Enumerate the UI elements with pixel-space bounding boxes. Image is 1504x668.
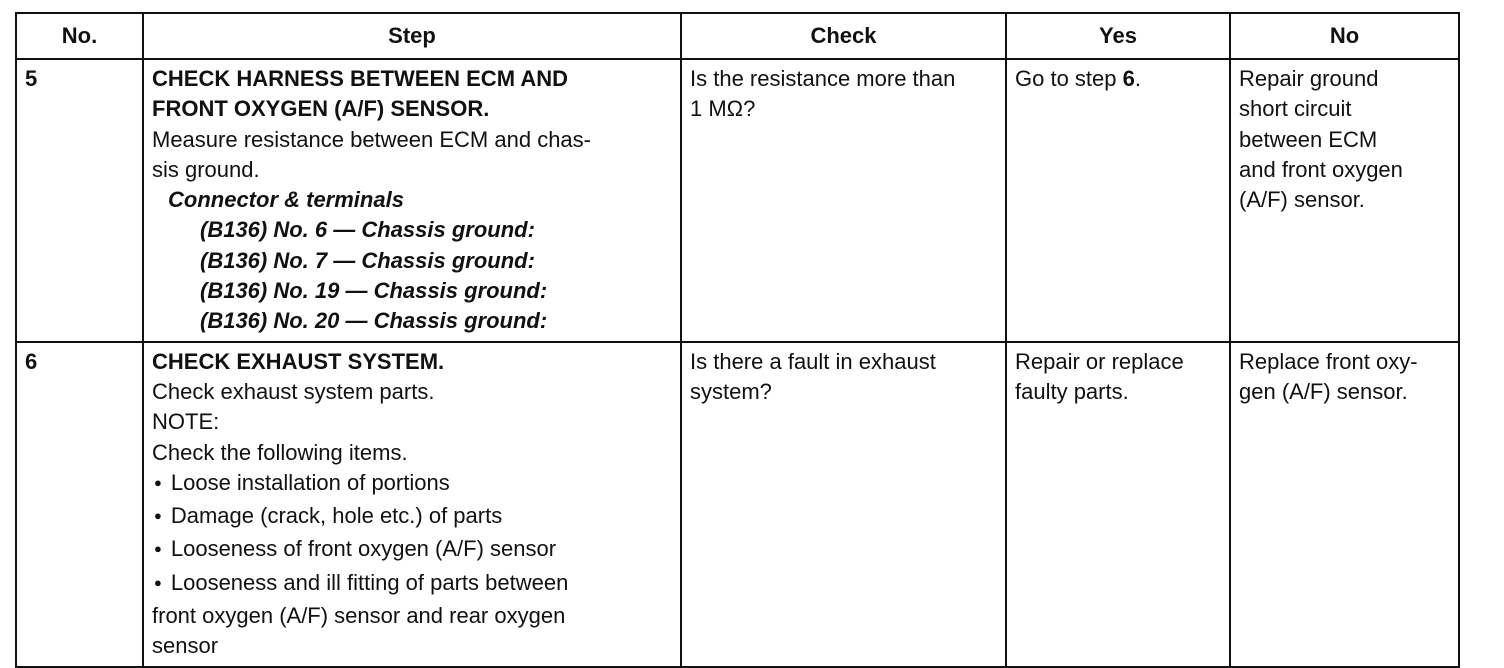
header-yes: Yes xyxy=(1006,13,1230,59)
header-no-action: No xyxy=(1230,13,1459,59)
table-row xyxy=(16,59,1459,342)
yes-text xyxy=(1015,64,1221,94)
yes-cell xyxy=(1006,59,1230,342)
yes-text: faulty parts. xyxy=(1015,378,1129,404)
bullet-item: ● Looseness of front oxygen (A/F) sensor xyxy=(152,534,672,567)
step-title: CHECK HARNESS BETWEEN ECM AND xyxy=(152,66,568,91)
check-text: Is there a fault in exhaust xyxy=(690,348,936,374)
check-cell xyxy=(681,59,1006,342)
bullet-item: ● Looseness and ill fitting of parts between xyxy=(152,568,672,601)
header-check: Check xyxy=(681,13,1006,59)
check-cell xyxy=(681,342,1006,667)
no-text: Replace front oxy- xyxy=(1239,348,1418,374)
no-text: and front oxygen xyxy=(1239,156,1403,182)
connector-item: (B136) No. 6 — Chassis ground: xyxy=(200,217,535,243)
yes-step-ref: 6 xyxy=(1122,66,1135,91)
yes-suffix: . xyxy=(1134,66,1141,91)
no-text: between ECM xyxy=(1239,126,1378,152)
bullet-continuation: front oxygen (A/F) sensor and rear oxygen xyxy=(152,603,566,629)
step-text: Measure resistance between ECM and chas- xyxy=(152,126,591,152)
no-cell xyxy=(1230,59,1459,342)
step-text: Check exhaust system parts. xyxy=(152,378,435,404)
header-step: Step xyxy=(143,13,681,59)
step-cell xyxy=(143,59,681,342)
connector-item: (B136) No. 19 — Chassis ground: xyxy=(200,278,548,304)
step-title: CHECK EXHAUST SYSTEM. xyxy=(152,348,445,374)
table-row xyxy=(16,342,1459,667)
bullet-item: ● Loose installation of portions xyxy=(152,468,672,501)
bullet-continuation: sensor xyxy=(152,633,219,659)
yes-cell xyxy=(1006,342,1230,667)
check-text: Is the resistance more than xyxy=(690,66,956,91)
no-text: (A/F) sensor. xyxy=(1239,187,1365,213)
step-number: 6 xyxy=(16,342,143,667)
step-number: 5 xyxy=(16,59,143,342)
check-text: system? xyxy=(690,378,772,404)
yes-prefix: Go to step xyxy=(1015,66,1123,91)
bullet-item: ● Damage (crack, hole etc.) of parts xyxy=(152,501,672,534)
no-text: short circuit xyxy=(1239,96,1352,122)
step-title: FRONT OXYGEN (A/F) SENSOR. xyxy=(152,96,490,122)
connector-heading: Connector & terminals xyxy=(168,187,404,213)
no-cell xyxy=(1230,342,1459,667)
header-no: No. xyxy=(16,13,143,59)
header-row xyxy=(16,13,1459,59)
step-text: NOTE: xyxy=(152,409,220,435)
connector-item: (B136) No. 7 — Chassis ground: xyxy=(200,247,535,273)
no-text: gen (A/F) sensor. xyxy=(1239,378,1408,404)
no-text: Repair ground xyxy=(1239,66,1379,91)
step-text: Check the following items. xyxy=(152,439,408,465)
step-text: sis ground. xyxy=(152,156,260,182)
connector-item: (B136) No. 20 — Chassis ground: xyxy=(200,308,548,334)
yes-text: Repair or replace xyxy=(1015,348,1184,374)
diagnostic-table xyxy=(15,12,1460,668)
check-text: 1 MΩ? xyxy=(690,96,756,122)
step-cell xyxy=(143,342,681,667)
